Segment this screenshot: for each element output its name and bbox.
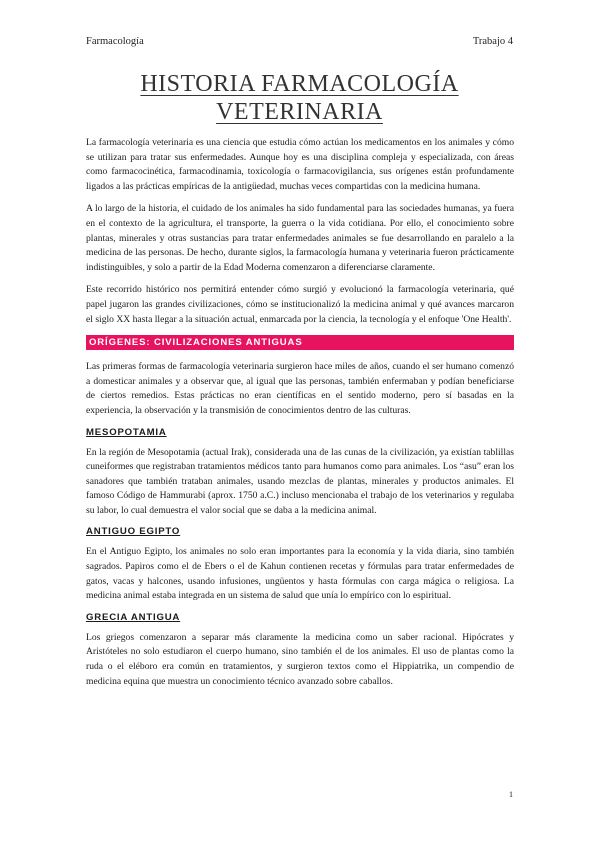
page-number: 1: [509, 790, 513, 799]
page-header: [86, 36, 513, 50]
section-paragraph-origins: Las primeras formas de farmacología veterinaria surgieron hace miles de años, cuando el ser humano comenzó a domesticar animales y a observar que, al igual que las personas, también enfermaban y podían beneficiarse de ciertos remedios. Estas prácticas no eran científicas en el sentido moderno, pero sí basadas en la experiencia, la observación y la transmisión de conocimientos dentro de las culturas.: [86, 361, 514, 416]
document-title: [86, 70, 513, 126]
subsection-paragraph-greece: Los griegos comenzaron a separar más claramente la medicina como un saber racional. Hipócrates y Aristóteles no solo estudiaron el cuerpo humano, sino también el de los animales. El uso de plantas como la ruda o el eléboro era común en tratamientos, y surgieron textos como el Hippiatrika, un compendio de medicina equina que muestra un conocimiento técnico avanzado sobre caballos.: [86, 631, 514, 687]
subsection-heading-mesopotamia: MESOPOTAMIA: [86, 426, 167, 438]
header-assignment: Trabajo 4: [472, 36, 513, 47]
section-heading-origins: ORÍGENES: CIVILIZACIONES ANTIGUAS: [86, 335, 514, 350]
subsection-heading-greece: GRECIA ANTIGUA: [86, 611, 181, 623]
title-line-1: HISTORIA FARMACOLOGÍA: [140, 71, 459, 97]
intro-paragraph-3: Este recorrido histórico nos permitirá entender cómo surgió y evolucionó la farmacología veterinaria, qué papel jugaron las grandes civilizaciones, cómo se institucionalizó la medicina animal y qué avances marcaron el siglo XX hasta llegar a la situación actual, enmarcada por la ciencia, la tecnología y el enfoque 'One Health'.: [86, 284, 514, 325]
subsection-paragraph-mesopotamia: En la región de Mesopotamia (actual Irak), considerada una de las cunas de la civilización, ya existían tablillas cuneiformes que registraban tratamientos médicos tanto para humanos como para animales. Los “asu” eran los sanadores que también trataban animales, usando mezclas de plantas, minerales y productos animales. El famoso Código de Hammurabi (aprox. 1750 a.C.) incluso mencionaba el trabajo de los veterinarios y regulaba su labor, lo cual demuestra el valor social que se daba a la medicina animal.: [86, 446, 514, 516]
subsection-paragraph-egypt: En el Antiguo Egipto, los animales no solo eran importantes para la economía y la vida diaria, sino también sagrados. Papiros como el de Ebers o el de Kahun contienen recetas y fórmulas para tratar enfermedades de gatos, vacas y halcones, usando infusiones, ungüentos y hasta fórmulas con carga mágica o religiosa. La medicina animal estaba integrada en un sistema de salud que unía lo empírico con lo espiritual.: [86, 546, 514, 602]
document-body: [86, 136, 514, 697]
intro-paragraph-2: A lo largo de la historia, el cuidado de los animales ha sido fundamental para las sociedades humanas, ya fuera en el contexto de la agricultura, el transporte, la guerra o la vida cotidiana. Por ello, el conocimiento sobre plantas, minerales y otras sustancias para tratar enfermedades animales se fue desarrollando en paralelo a la medicina de las personas. De hecho, durante siglos, la farmacología humana y veterinaria fueron prácticamente indistinguibles, y solo a partir de la Edad Moderna comenzaron a diferenciarse claramente.: [86, 203, 514, 273]
subsection-heading-egypt: ANTIGUO EGIPTO: [86, 526, 181, 538]
intro-paragraph-1: La farmacología veterinaria es una ciencia que estudia cómo actúan los medicamentos en los animales y cómo se utilizan para tratar sus enfermedades. Aunque hoy es una disciplina compleja y especializada, con áreas como farmacocinética, farmacodinamia, toxicología o farmacovigilancia, sus orígenes están profundamente ligados a las prácticas empíricas de la antigüedad, muchas veces compartidas con la medicina humana.: [86, 137, 514, 192]
header-subject: Farmacología: [86, 36, 144, 47]
title-line-2: VETERINARIA: [216, 99, 383, 125]
